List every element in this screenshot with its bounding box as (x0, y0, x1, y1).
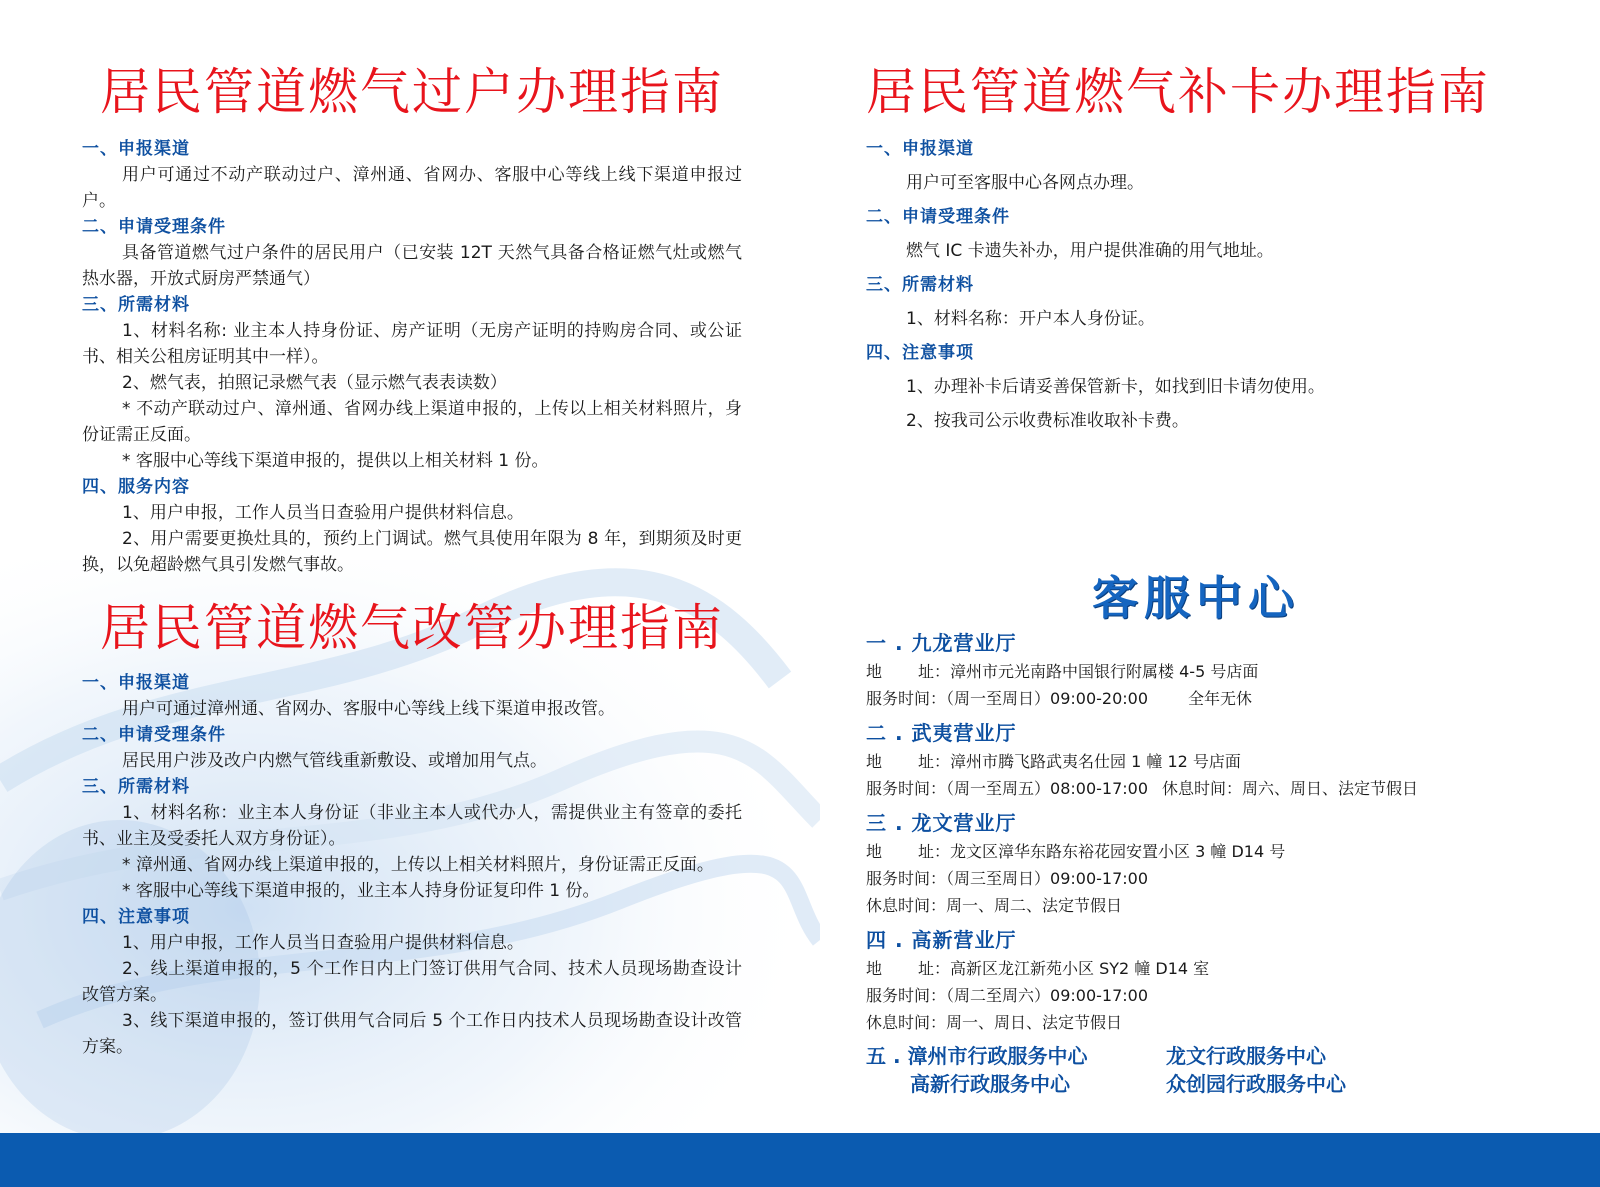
card-section-materials-heading: 三、所需材料 (866, 275, 974, 295)
service-center-title: 客服中心 (1092, 571, 1300, 625)
branch-hours: （周一至周五）08:00-17:00 (946, 779, 1149, 798)
card-section-channels-heading: 一、申报渠道 (866, 139, 974, 159)
branch-address: 龙文区漳华东路东裕花园安置小区 3 幢 D14 号 (950, 842, 1286, 861)
branch-rest: 周一、周二、法定节假日 (946, 896, 1123, 915)
address-label-a: 地 (866, 842, 883, 861)
admin-service-centers (866, 1042, 1556, 1098)
card-guide-title: 居民管道燃气补卡办理指南 (866, 63, 1490, 121)
branch-wuyi (866, 718, 1556, 802)
address-label-b: 址： (918, 842, 951, 861)
transfer-conditions-text: 具备管道燃气过户条件的居民用户（已安装 12T 天然气具备合格证燃气灶或燃气热水器，开放式厨房严禁通气） (82, 243, 742, 289)
card-section-notes-heading: 四、注意事项 (866, 343, 974, 363)
card-channels-text: 用户可至客服中心各网点办理。 (906, 173, 1144, 193)
branch-rest-line (866, 892, 1556, 919)
repipe-section-channels-heading: 一、申报渠道 (82, 673, 190, 693)
transfer-channels-text: 用户可通过不动产联动过户、漳州通、省网办、客服中心等线上线下渠道申报过户。 (82, 165, 742, 211)
transfer-materials-note-online: * 不动产联动过户、漳州通、省网办线上渠道申报的，上传以上相关材料照片，身份证需正反面。 (82, 399, 742, 445)
branch-address-line (866, 955, 1556, 982)
repipe-notes-item-3: 3、线下渠道申报的，签订供用气合同后 5 个工作日内技术人员现场勘查设计改管方案。 (82, 1011, 742, 1057)
repipe-materials-note-online: * 漳州通、省网办线上渠道申报的，上传以上相关材料照片，身份证需正反面。 (122, 855, 714, 875)
branch-longwen (866, 808, 1556, 919)
repipe-conditions-text: 居民用户涉及改户内燃气管线重新敷设、或增加用气点。 (122, 751, 547, 771)
address-label-a: 地 (866, 752, 883, 771)
branch-address: 漳州市元光南路中国银行附属楼 4-5 号店面 (950, 662, 1259, 681)
transfer-section-materials-heading: 三、所需材料 (82, 295, 190, 315)
transfer-materials-item-2: 2、燃气表，拍照记录燃气表（显示燃气表表读数） (122, 373, 507, 393)
repipe-notes-item-1: 1、用户申报，工作人员当日查验用户提供材料信息。 (122, 933, 524, 953)
admin-center-gaoxin: 高新行政服务中心 (910, 1072, 1070, 1096)
repipe-section-materials-heading: 三、所需材料 (82, 777, 190, 797)
branch-name: 一 . 九龙营业厅 (866, 631, 1017, 655)
transfer-section-service-heading: 四、服务内容 (82, 477, 190, 497)
branch-address-line (866, 838, 1556, 865)
repipe-channels-text: 用户可通过漳州通、省网办、客服中心等线上线下渠道申报改管。 (122, 699, 615, 719)
card-section-conditions-heading: 二、申请受理条件 (866, 207, 1010, 227)
branch-hours-line (866, 685, 1556, 712)
branch-address: 漳州市腾飞路武夷名仕园 1 幢 12 号店面 (950, 752, 1241, 771)
repipe-section-notes-heading: 四、注意事项 (82, 907, 190, 927)
repipe-materials-item-1: 1、材料名称：业主本人身份证（非业主本人或代办人，需提供业主有签章的委托书、业主及受委托人双方身份证）。 (82, 803, 742, 849)
branch-hours: （周一至周日）09:00-20:00 (946, 689, 1149, 708)
branch-hours-line (866, 865, 1556, 892)
transfer-section-conditions-heading: 二、申请受理条件 (82, 217, 226, 237)
transfer-service-item-2: 2、用户需要更换灶具的，预约上门调试。燃气具使用年限为 8 年，到期须及时更换，以免超龄燃气具引发燃气事故。 (82, 529, 742, 575)
rest-label: 休息时间： (866, 896, 947, 915)
card-materials-text: 1、材料名称：开户本人身份证。 (906, 309, 1155, 329)
card-notes-item-1: 1、办理补卡后请妥善保管新卡，如找到旧卡请勿使用。 (906, 377, 1325, 397)
transfer-section-channels-heading: 一、申报渠道 (82, 139, 190, 159)
repipe-materials-note-offline: * 客服中心等线下渠道申报的，业主本人持身份证复印件 1 份。 (122, 881, 600, 901)
branch-hours: （周二至周六）09:00-17:00 (946, 986, 1149, 1005)
branch-hours: （周三至周日）09:00-17:00 (946, 869, 1149, 888)
branch-rest-line (866, 1009, 1556, 1036)
branch-name: 三 . 龙文营业厅 (866, 811, 1017, 835)
branch-note: 休息时间：周六、周日、法定节假日 (1162, 779, 1419, 798)
admin-center-zhongchuangyuan: 众创园行政服务中心 (1166, 1072, 1346, 1096)
rest-label: 休息时间： (866, 1013, 947, 1032)
card-guide (866, 62, 1556, 438)
admin-center-longwen: 龙文行政服务中心 (1166, 1044, 1326, 1068)
hours-label: 服务时间： (866, 869, 947, 888)
transfer-materials-note-offline: * 客服中心等线下渠道申报的，提供以上相关材料 1 份。 (122, 451, 549, 471)
branch-address: 高新区龙江新苑小区 SY2 幢 D14 室 (950, 959, 1210, 978)
card-conditions-text: 燃气 IC 卡遗失补办，用户提供准确的用气地址。 (906, 241, 1274, 261)
address-label-b: 址： (918, 959, 951, 978)
admin-center-zhangzhou: 五 . 漳州市行政服务中心 (866, 1044, 1088, 1068)
repipe-notes-item-2: 2、线上渠道申报的，5 个工作日内上门签订供用气合同、技术人员现场勘查设计改管方案。 (82, 959, 742, 1005)
transfer-guide (82, 62, 742, 578)
branch-note: 全年无休 (1188, 689, 1253, 708)
card-notes-item-2: 2、按我司公示收费标准收取补卡费。 (906, 411, 1189, 431)
branch-rest: 周一、周日、法定节假日 (946, 1013, 1123, 1032)
hours-label: 服务时间： (866, 779, 947, 798)
branch-jiulong (866, 628, 1556, 712)
transfer-guide-title: 居民管道燃气过户办理指南 (100, 63, 724, 121)
hours-label: 服务时间： (866, 986, 947, 1005)
branch-gaoxin (866, 925, 1556, 1036)
transfer-service-item-1: 1、用户申报，工作人员当日查验用户提供材料信息。 (122, 503, 524, 523)
service-center-branches (866, 628, 1556, 1098)
address-label-a: 地 (866, 959, 883, 978)
branch-address-line (866, 748, 1556, 775)
branch-hours-line (866, 775, 1556, 802)
branch-name: 四 . 高新营业厅 (866, 928, 1017, 952)
repipe-guide-title: 居民管道燃气改管办理指南 (100, 599, 724, 657)
footer-band (0, 1133, 1600, 1187)
branch-hours-line (866, 982, 1556, 1009)
transfer-materials-item-1: 1、材料名称: 业主本人持身份证、房产证明（无房产证明的持购房合同、或公证书、相关公租房证明其中一样）。 (82, 321, 742, 367)
repipe-section-conditions-heading: 二、申请受理条件 (82, 725, 226, 745)
branch-address-line (866, 658, 1556, 685)
repipe-guide (82, 598, 742, 1060)
branch-name: 二 . 武夷营业厅 (866, 721, 1017, 745)
hours-label: 服务时间： (866, 689, 947, 708)
address-label-b: 址： (918, 752, 951, 771)
address-label-a: 地 (866, 662, 883, 681)
address-label-b: 址： (918, 662, 951, 681)
